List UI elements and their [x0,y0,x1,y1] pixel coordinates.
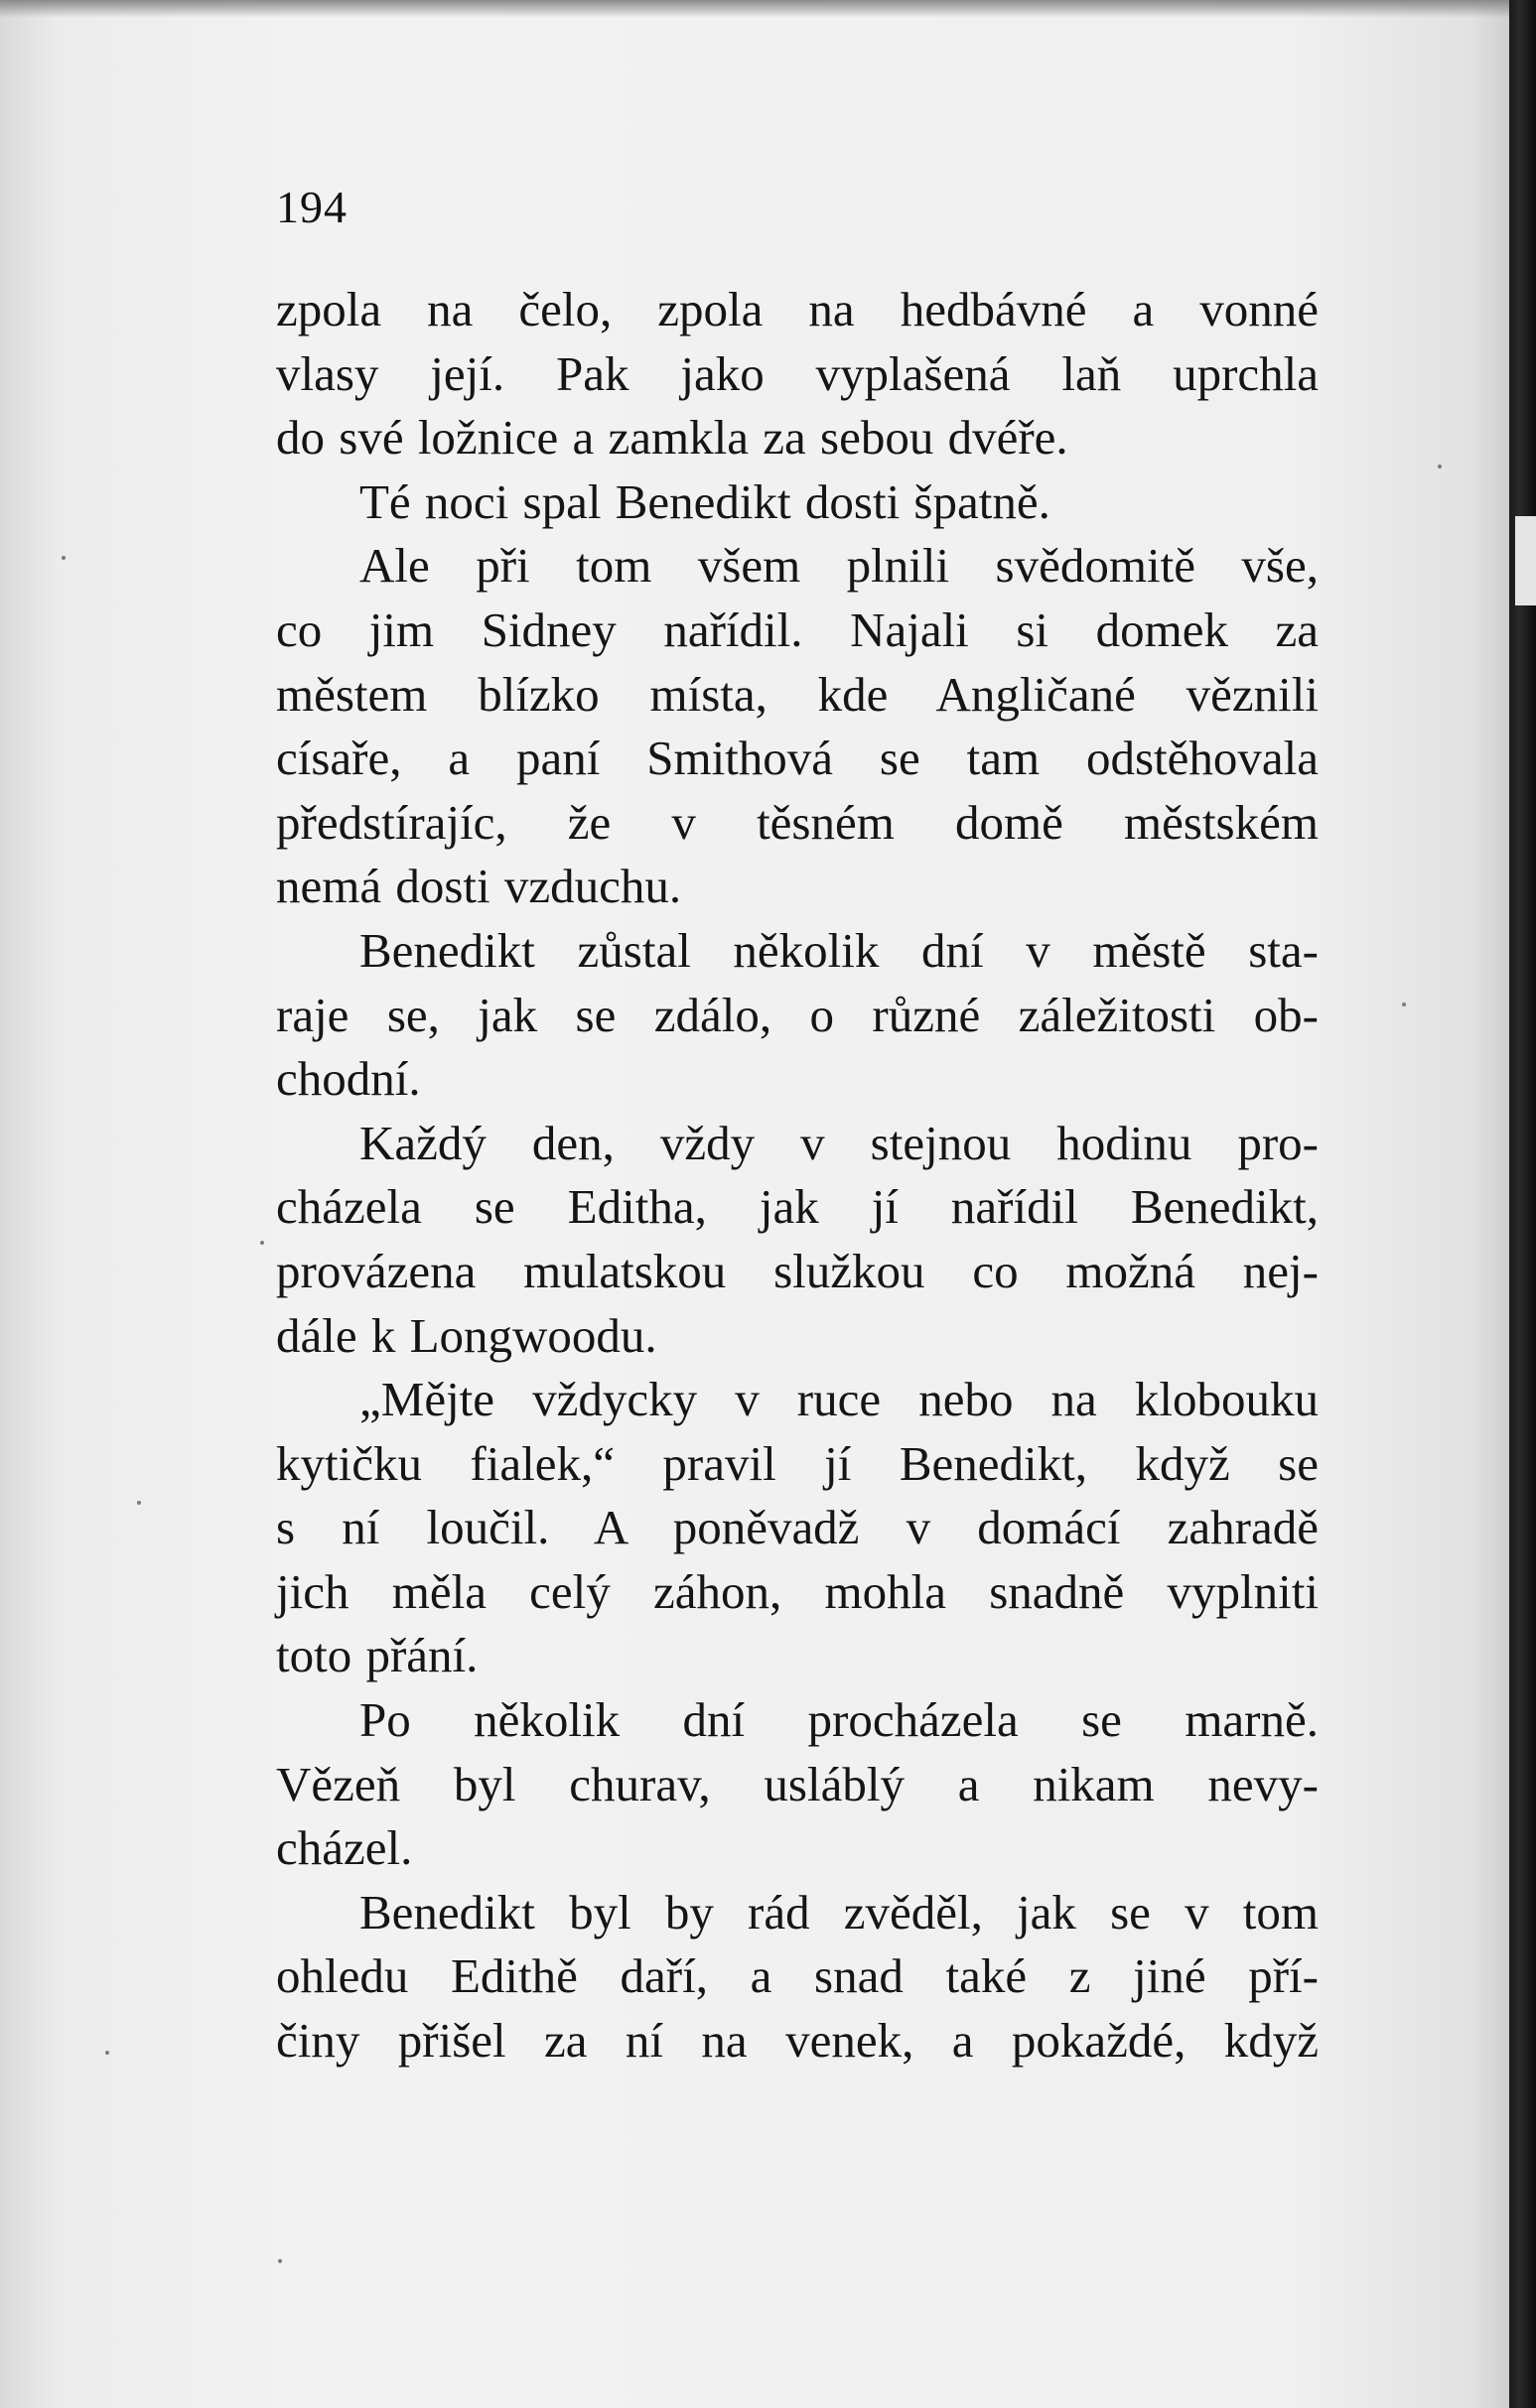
text-line: s ní loučil. A poněvadž v domácí zahradě [276,1500,1319,1555]
paper-speck [260,1241,264,1245]
paper-speck [105,2051,109,2055]
text-line: cházela se Editha, jak jí nařídil Benedikt, [276,1179,1319,1235]
text-line: toto přání. [276,1628,479,1683]
text-line: provázena mulatskou služkou co možná nej- [276,1243,1319,1298]
book-edge-notch [1515,516,1536,605]
text-line: Po několik dní procházela se marně. [359,1692,1319,1748]
text-line: činy přišel za ní na venek, a pokaždé, když [276,2013,1319,2069]
paper-speck [62,556,66,560]
paper-speck [1402,1003,1406,1006]
text-line: kytičku fialek,“ pravil jí Benedikt, když se [276,1435,1319,1491]
text-line: zpola na čelo, zpola na hedbávné a vonné [276,282,1319,336]
text-line: ohledu Edithě daří, a snad také z jiné pří- [276,1948,1319,2004]
text-line: vlasy její. Pak jako vyplašená laň uprchla [276,345,1319,401]
text-line: městem blízko místa, kde Angličané věznili [276,666,1319,722]
text-line: co jim Sidney nařídil. Najali si domek za [276,602,1319,657]
page-number: 194 [276,182,348,232]
body-text [276,278,1319,2074]
text-line: Té noci spal Benedikt dosti špatně. [359,473,1050,529]
text-line: Vězeň byl churav, usláblý a nikam nevy- [276,1756,1319,1811]
text-line: jich měla celý záhon, mohla snadně vyplniti [276,1563,1319,1619]
text-line: nemá dosti vzduchu. [276,859,682,914]
paper-speck [137,1501,141,1505]
text-line: císaře, a paní Smithová se tam odstěhovala [276,731,1319,786]
paper-speck [278,2259,282,2263]
text-line: chodní. [276,1051,421,1107]
text-line: do své ložnice a zamkla za sebou dvéře. [276,410,1068,466]
book-edge [1509,0,1536,2408]
text-line: „Mějte vždycky v ruce nebo na klobouku [359,1372,1319,1427]
text-line: raje se, jak se zdálo, o různé záležitosti ob- [276,987,1319,1042]
text-line: Ale při tom všem plnili svědomitě vše, [359,538,1319,594]
paper-speck [1438,465,1442,468]
text-line: dále k Longwoodu. [276,1307,657,1363]
text-line: cházel. [276,1820,413,1876]
text-line: Benedikt byl by rád zvěděl, jak se v tom [359,1884,1319,1940]
text-line: Každý den, vždy v stejnou hodinu pro- [359,1115,1319,1170]
text-line: Benedikt zůstal několik dní v městě sta- [359,922,1319,978]
text-line: předstírajíc, že v těsném domě městském [276,794,1319,850]
page-top-shadow [0,0,1509,18]
